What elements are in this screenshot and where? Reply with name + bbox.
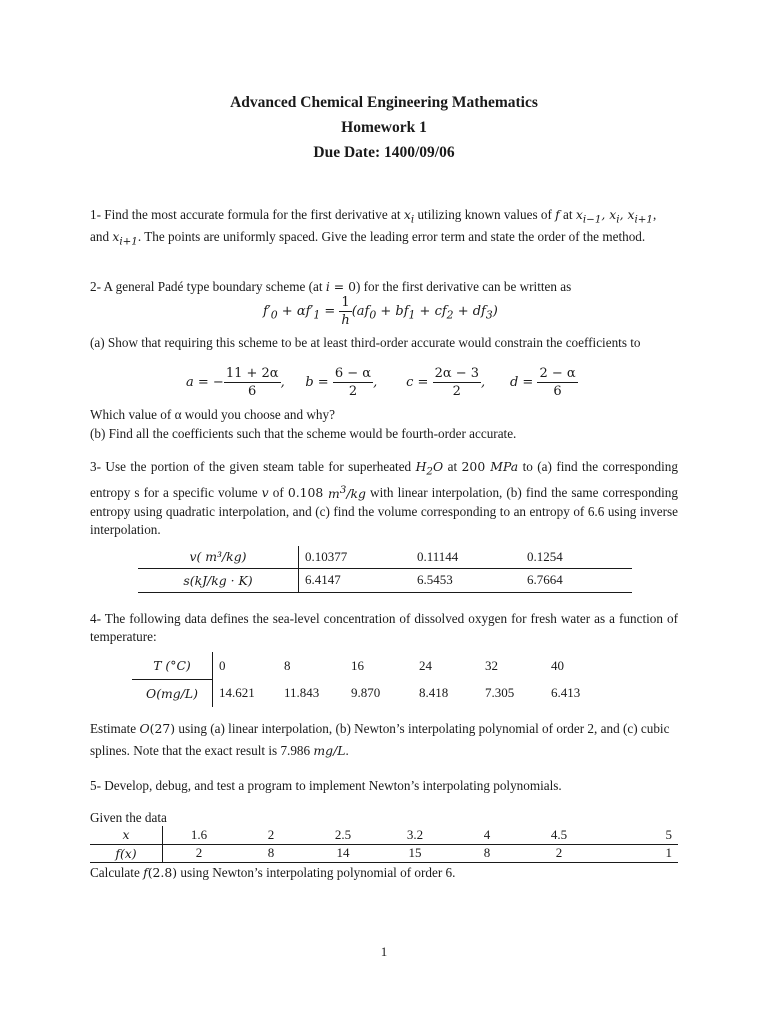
steam-table-cell: 6.4147 bbox=[305, 572, 341, 587]
steam-table-cell: 6.7664 bbox=[527, 572, 563, 587]
newton-table-cell: 3.2 bbox=[406, 826, 424, 842]
question-2-which: Which value of α would you choose and why? bbox=[90, 407, 335, 422]
page-number: 1 bbox=[380, 944, 388, 959]
newton-table-cell: 1 bbox=[665, 845, 672, 860]
question-3: 3- Use the portion of the given steam table for superheated $H_2O$ at 200 MPa to (a) find the corresponding entropy s for a specific volume v of 0.108 $m^3/kg$ with linear interpolation, (b) find the same corresponding entropy using quadratic interpolation, and (c) find the volume corresponding to an entropy of 6.6 using inverse interpolation. bbox=[90, 459, 678, 537]
oxygen-table-cell: 32 bbox=[485, 657, 498, 673]
question-4: 4- The following data defines the sea-level concentration of dissolved oxygen for fresh water as a function of temperature: bbox=[90, 611, 678, 644]
newton-table-cell: 2.5 bbox=[334, 826, 352, 842]
oxygen-table-cell: 11.843 bbox=[284, 685, 320, 700]
pade-scheme-equation: $f'_0 + \alpha f'_1$ = $\frac{1}{h}$ $(af_0 + bf_1 + cf_2 + df_3)$ bbox=[263, 295, 498, 328]
question-5-calculate: Calculate f(2.8) using Newton’s interpolating polynomial of order 6. bbox=[90, 865, 456, 880]
newton-table-cell: 15 bbox=[408, 845, 422, 860]
newton-table-cell: 4 bbox=[483, 826, 491, 842]
question-2b: (b) Find all the coefficients such that the scheme would be fourth-order accurate. bbox=[90, 426, 517, 441]
steam-table bbox=[138, 546, 632, 593]
question-5-given: Given the data bbox=[90, 810, 167, 825]
steam-table-cell: 0.10377 bbox=[305, 548, 348, 564]
oxygen-table-cell: 9.870 bbox=[351, 685, 381, 700]
oxygen-table-cell: 6.413 bbox=[551, 685, 581, 700]
newton-table-f-label: f(x) bbox=[90, 844, 163, 862]
oxygen-table-cell: 7.305 bbox=[485, 685, 515, 700]
steam-table-v-label: v( m³/kg) bbox=[138, 546, 299, 568]
oxygen-table-cell: 24 bbox=[419, 657, 432, 673]
oxygen-table bbox=[132, 652, 620, 707]
steam-table-s-label: s(kJ/kg · K) bbox=[138, 568, 299, 592]
newton-table-x-label: x bbox=[90, 826, 163, 844]
homework-number: Homework 1 bbox=[341, 119, 427, 136]
newton-table-cell: 1.6 bbox=[190, 826, 208, 842]
due-date: Due Date: 1400/09/06 bbox=[313, 144, 455, 161]
steam-table-cell: 6.5453 bbox=[417, 572, 453, 587]
newton-table-cell: 2 bbox=[195, 845, 203, 860]
oxygen-table-o-label: O(mg/L) bbox=[132, 679, 213, 707]
document-title: Advanced Chemical Engineering Mathematics bbox=[230, 94, 538, 111]
coefficient-equations: a = − $\frac{11 + 2\alpha}{6}$ , b = $\frac{6 - \alpha}{2}$ , c = $\frac{2\alpha - 3}{2}$ , d = $\frac{2 - \alpha}{6}$ bbox=[186, 366, 576, 399]
question-5: 5- Develop, debug, and test a program to implement Newton’s interpolating polynomials. bbox=[90, 778, 562, 793]
oxygen-table-t-label: T (°C) bbox=[132, 652, 213, 679]
oxygen-table-cell: 40 bbox=[551, 657, 564, 673]
newton-table-cell: 8 bbox=[267, 845, 275, 860]
newton-table-cell: 4.5 bbox=[550, 826, 568, 842]
newton-table-cell: 2 bbox=[267, 826, 275, 842]
question-2-intro: 2- A general Padé type boundary scheme (at i = 0) for the first derivative can be written as bbox=[90, 279, 572, 294]
oxygen-table-cell: 16 bbox=[351, 657, 364, 673]
question-2a: (a) Show that requiring this scheme to be at least third-order accurate would constrain the coefficients to bbox=[90, 335, 641, 350]
oxygen-table-cell: 0 bbox=[219, 657, 226, 673]
newton-table-cell: 8 bbox=[483, 845, 491, 860]
newton-data-table bbox=[90, 826, 678, 863]
oxygen-table-cell: 8 bbox=[284, 657, 291, 673]
newton-table-cell: 14 bbox=[336, 845, 350, 860]
question-4-estimate: Estimate O(27) using (a) linear interpolation, (b) Newton’s interpolating polynomial of order 2, and (c) cubic splines. Note that the exact result is 7.986 mg/L. bbox=[90, 721, 670, 758]
question-1: 1- Find the most accurate formula for the first derivative at $x_i$ utilizing known values of f at $x_{i-1}$, $x_i$, $x_{i+1}$, and $x_{i+1}$. The points are uniformly spaced. Give the leading error term and state the order of the method. bbox=[90, 207, 657, 248]
steam-table-cell: 0.11144 bbox=[417, 548, 459, 564]
oxygen-table-cell: 14.621 bbox=[219, 685, 255, 700]
oxygen-table-cell: 8.418 bbox=[419, 685, 449, 700]
steam-table-cell: 0.1254 bbox=[527, 548, 563, 564]
newton-table-cell: 2 bbox=[555, 845, 563, 860]
newton-table-cell: 5 bbox=[665, 826, 672, 842]
